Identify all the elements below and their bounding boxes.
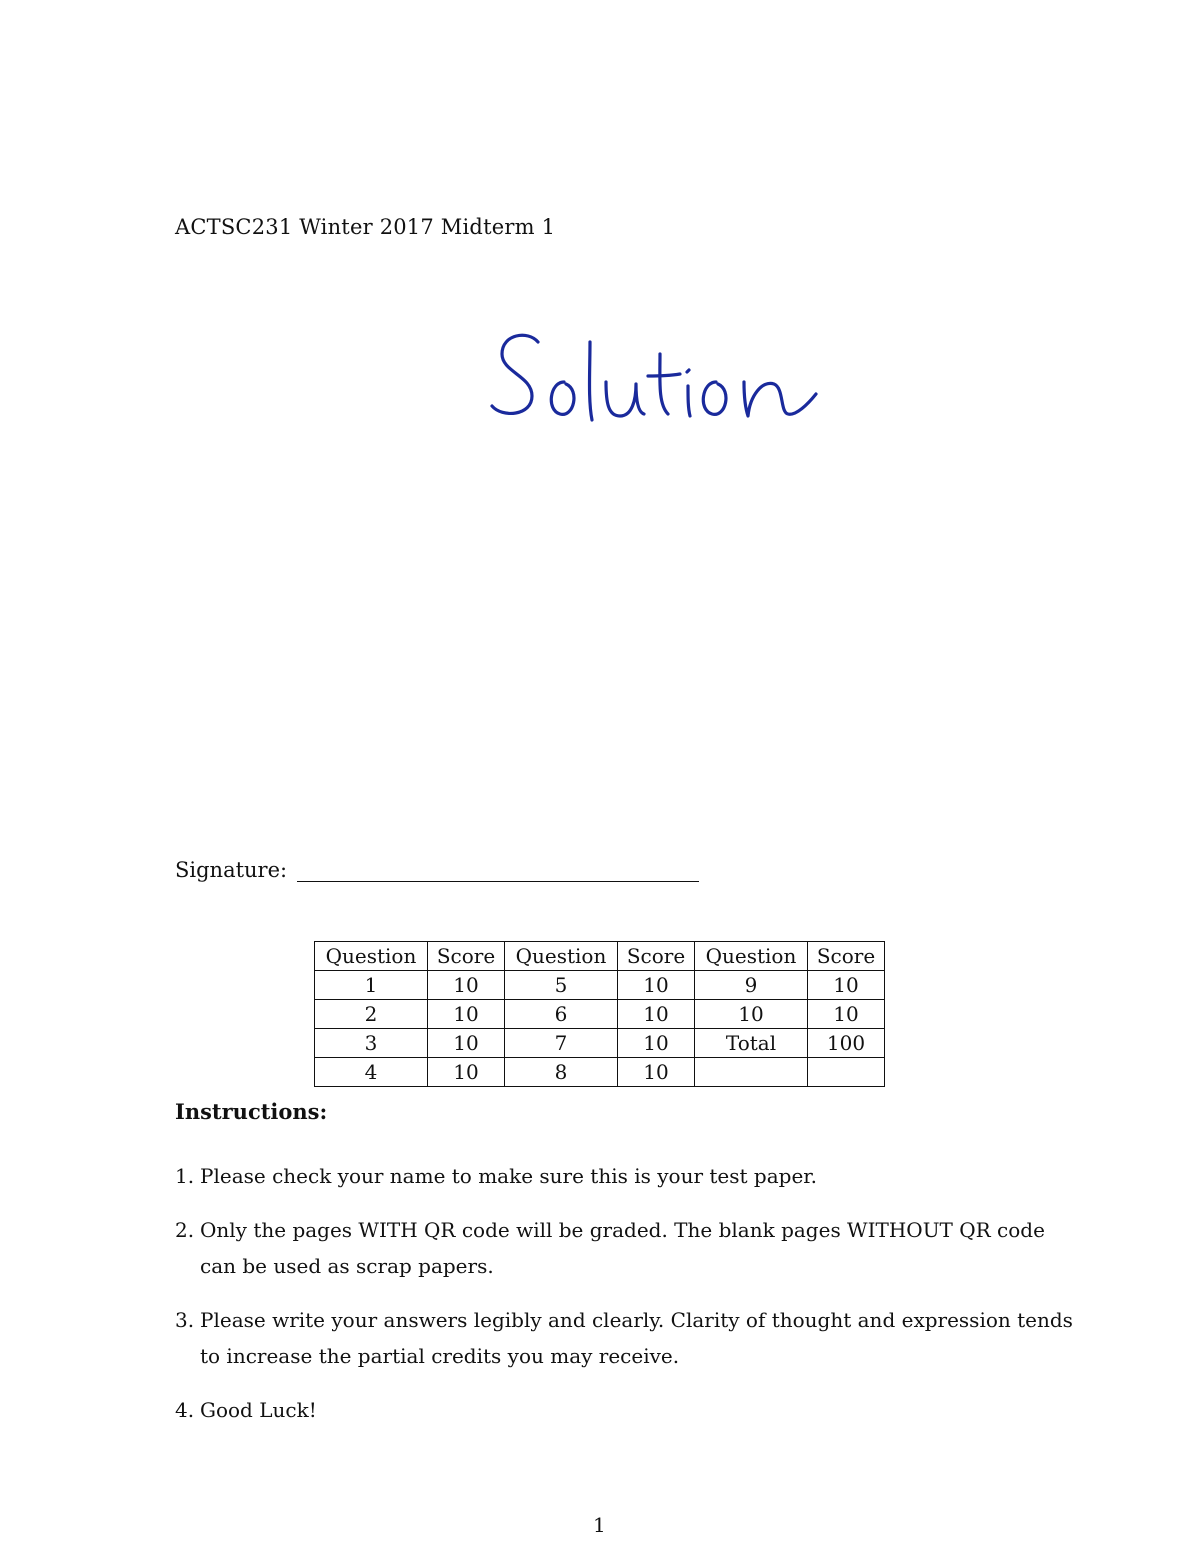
item-number: 3.	[175, 1308, 195, 1332]
table-row	[315, 1029, 885, 1058]
header-score-cell: Score	[428, 942, 505, 971]
list-item	[175, 1302, 1075, 1374]
question-cell: 1	[315, 971, 428, 1000]
list-item	[175, 1212, 1075, 1284]
page-number: 1	[593, 1513, 606, 1537]
item-text: Please check your name to make sure this is your test paper.	[200, 1164, 818, 1188]
question-cell: 8	[505, 1058, 618, 1087]
item-number: 4.	[175, 1398, 195, 1422]
total-score-cell: 100	[808, 1029, 885, 1058]
score-cell: 10	[618, 971, 695, 1000]
list-item	[175, 1158, 1075, 1194]
question-cell: 6	[505, 1000, 618, 1029]
item-text: Only the pages WITH QR code will be graded. The blank pages WITHOUT QR code can be used as scrap papers.	[200, 1218, 1045, 1278]
score-cell: 10	[428, 1029, 505, 1058]
score-cell: 10	[808, 971, 885, 1000]
signature-label: Signature:	[175, 858, 288, 882]
table-row	[315, 1000, 885, 1029]
item-text: Please write your answers legibly and clearly. Clarity of thought and expression tends to increase the partial credits you may receive.	[200, 1308, 1073, 1368]
item-number: 2.	[175, 1218, 195, 1242]
score-cell: 10	[618, 1029, 695, 1058]
instructions-heading: Instructions:	[175, 1099, 328, 1124]
score-table-header-row	[315, 942, 885, 971]
table-row	[315, 1058, 885, 1087]
header-question-cell: Question	[505, 942, 618, 971]
handwritten-solution-annotation	[480, 320, 840, 440]
empty-cell	[808, 1058, 885, 1087]
score-cell: 10	[618, 1058, 695, 1087]
total-label-cell: Total	[695, 1029, 808, 1058]
question-cell: 9	[695, 971, 808, 1000]
score-cell: 10	[618, 1000, 695, 1029]
score-cell: 10	[808, 1000, 885, 1029]
question-cell: 4	[315, 1058, 428, 1087]
list-item	[175, 1392, 1075, 1428]
signature-row	[175, 858, 699, 882]
empty-cell	[695, 1058, 808, 1087]
score-table	[314, 941, 885, 1087]
item-text: Good Luck!	[200, 1398, 317, 1422]
score-cell: 10	[428, 971, 505, 1000]
question-cell: 10	[695, 1000, 808, 1029]
question-cell: 7	[505, 1029, 618, 1058]
score-cell: 10	[428, 1058, 505, 1087]
signature-line	[297, 861, 699, 882]
question-cell: 5	[505, 971, 618, 1000]
table-row	[315, 971, 885, 1000]
header-question-cell: Question	[695, 942, 808, 971]
header-question-cell: Question	[315, 942, 428, 971]
header-score-cell: Score	[808, 942, 885, 971]
score-cell: 10	[428, 1000, 505, 1029]
instructions-list	[175, 1158, 1075, 1446]
document-title: ACTSC231 Winter 2017 Midterm 1	[175, 215, 556, 239]
header-score-cell: Score	[618, 942, 695, 971]
item-number: 1.	[175, 1164, 195, 1188]
question-cell: 2	[315, 1000, 428, 1029]
question-cell: 3	[315, 1029, 428, 1058]
